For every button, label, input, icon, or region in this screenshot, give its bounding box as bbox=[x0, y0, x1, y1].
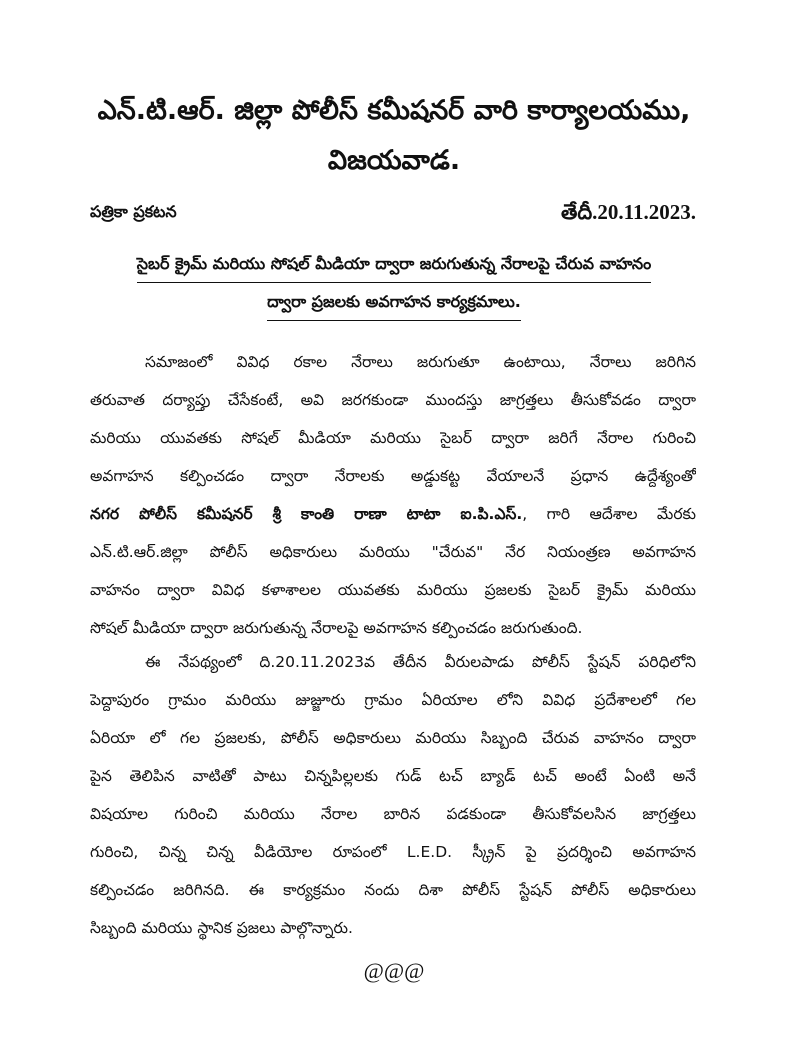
end-of-release-mark: @@@ bbox=[363, 958, 425, 983]
subject-line-2-text: ద్వారా ప్రజలకు అవగాహన కార్యక్రమాలు. bbox=[267, 292, 521, 321]
paragraph-line: కల్పించడం జరిగినది. ఈ కార్యక్రమం నందు దిశా పోలీస్ స్టేషన్ పోలీస్ అధికారులు bbox=[90, 881, 696, 899]
subject-line-2 bbox=[95, 292, 693, 321]
press-release-label: పత్రికా ప్రకటన bbox=[90, 202, 177, 221]
commissioner-name-suffix: , గారి ఆదేశాల మేరకు bbox=[522, 505, 696, 523]
paragraph-line: పైన తెలిపిన వాటితో పాటు చిన్నపిల్లలకు గుడ్ టచ్ బ్యాడ్ టచ్ అంటే ఏంటి అనే bbox=[90, 767, 696, 785]
paragraph-line: విషయాల గురించి మరియు నేరాల బారిన పడకుండా తీసుకోవలసిన జాగ్రత్తలు bbox=[90, 805, 696, 823]
body-paragraph-2 bbox=[90, 647, 696, 951]
paragraph-line: సిబ్బంది మరియు స్థానిక ప్రజలు పాల్గొన్నారు. bbox=[90, 919, 353, 937]
paragraph-line-with-commissioner-name bbox=[90, 499, 696, 537]
subject-line-1-text: సైబర్ క్రైమ్ మరియు సోషల్ మీడియా ద్వారా జరుగుతున్న నేరాలపై చేరువ వాహనం bbox=[137, 254, 651, 283]
paragraph-line: సోషల్ మీడియా ద్వారా జరుగుతున్న నేరాలపై అవగాహన కల్పించడం జరుగుతుంది. bbox=[90, 619, 583, 637]
subject-line-1 bbox=[95, 254, 693, 283]
paragraph-line: వాహనం ద్వారా వివిధ కళాశాలల యువతకు మరియు ప్రజలకు సైబర్ క్రైమ్ మరియు bbox=[90, 581, 696, 599]
paragraph-line: గురించి, చిన్న చిన్న వీడియోల రూపంలో L.E.D. స్క్రీన్ పై ప్రదర్శించి అవగాహన bbox=[90, 843, 696, 861]
paragraph-line: అవగాహన కల్పించడం ద్వారా నేరాలకు అడ్డుకట్ట వేయాలనే ప్రధాన ఉద్దేశ్యంతో bbox=[90, 467, 696, 485]
paragraph-line: ఏరియా లో గల ప్రజలకు, పోలీస్ అధికారులు మరియు సిబ్బంది చేరువ వాహనం ద్వారా bbox=[90, 729, 696, 747]
body-paragraph-1 bbox=[90, 347, 696, 651]
commissioner-name: నగర పోలీస్ కమీషనర్ శ్రీ కాంతి రాణా టాటా ఐ.పి.ఎస్. bbox=[90, 505, 523, 523]
paragraph-line: ఈ నేపథ్యంలో ది.20.11.2023వ తేదీన వీరులపాడు పోలీస్ స్టేషన్ పరిధిలోని bbox=[145, 653, 696, 671]
paragraph-line: పెద్దాపురం గ్రామం మరియు జుజ్జూరు గ్రామం ఏరియాల లోని వివిధ ప్రదేశాలలో గల bbox=[90, 691, 696, 709]
paragraph-line: తరువాత దర్యాప్తు చేసేకంటే, అవి జరగకుండా ముందస్తు జాగ్రత్తలు తీసుకోవడం ద్వారా bbox=[90, 391, 696, 409]
office-title-line-2: విజయవాడ. bbox=[327, 145, 461, 176]
paragraph-line: ఎన్.టి.ఆర్.జిల్లా పోలీస్ అధికారులు మరియు "చేరువ" నేర నియంత్రణ అవగాహన bbox=[90, 543, 696, 561]
paragraph-line: మరియు యువతకు సోషల్ మీడియా మరియు సైబర్ ద్వారా జరిగే నేరాల గురించి bbox=[90, 429, 696, 447]
paragraph-line: సమాజంలో వివిధ రకాల నేరాలు జరుగుతూ ఉంటాయి, నేరాలు జరిగిన bbox=[145, 353, 696, 371]
release-date: తేదీ.20.11.2023. bbox=[560, 200, 696, 224]
office-title-line-1: ఎన్.టి.ఆర్. జిల్లా పోలీస్ కమీషనర్ వారి కార్యాలయము, bbox=[97, 95, 691, 126]
